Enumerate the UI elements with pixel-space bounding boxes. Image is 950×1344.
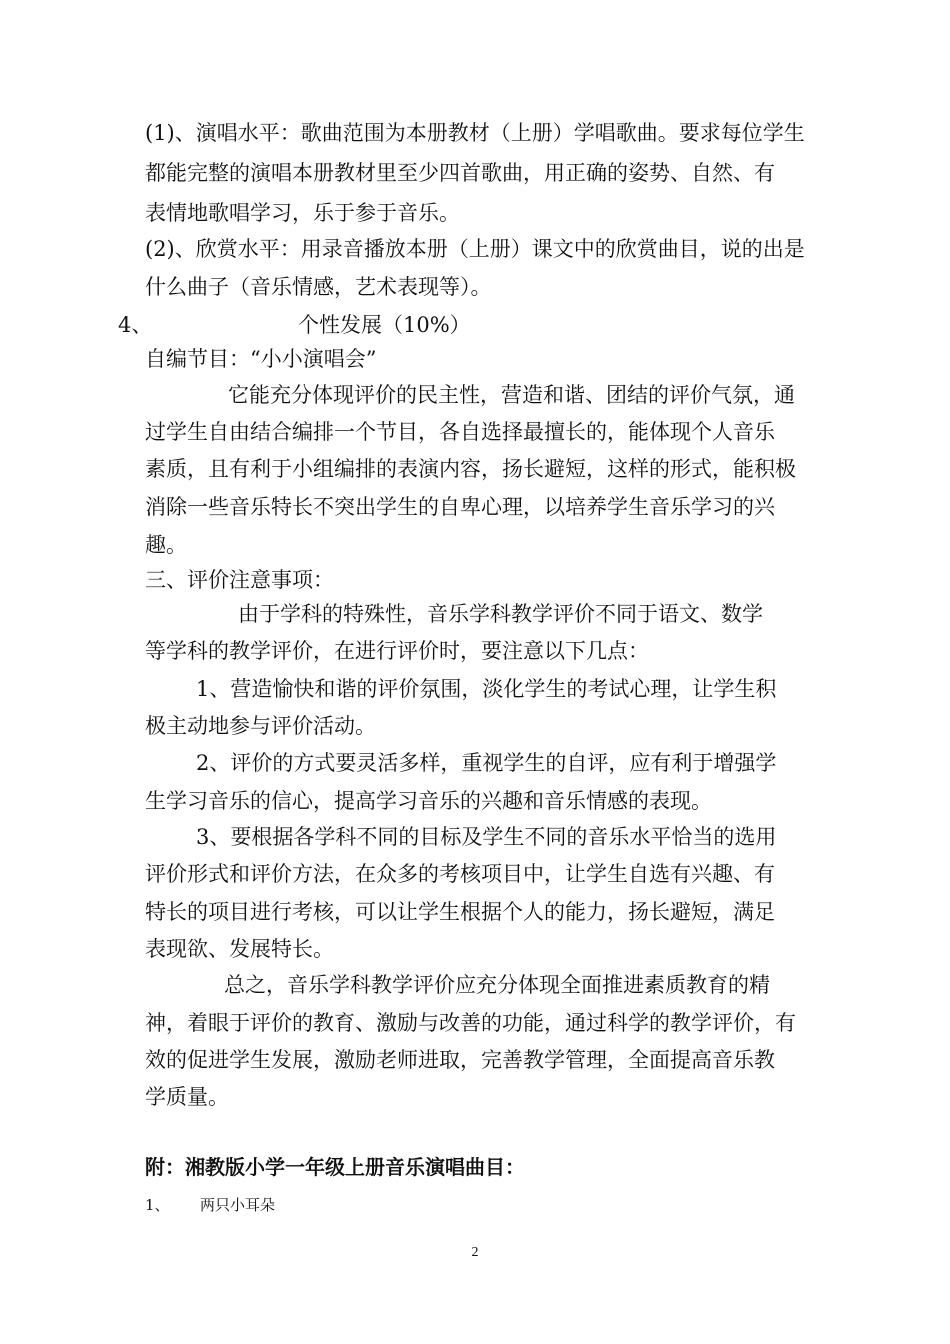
paragraph-line: 学质量。	[145, 1085, 229, 1109]
paragraph-line: 过学生自由结合编排一个节目，各自选择最擅长的，能体现个人音乐	[145, 420, 775, 444]
paragraph-line: 等学科的教学评价，在进行评价时，要注意以下几点：	[145, 639, 649, 663]
paragraph-line: 2、评价的方式要灵活多样，重视学生的自评，应有利于增强学	[196, 751, 777, 775]
paragraph-line: 都能完整的演唱本册教材里至少四首歌曲，用正确的姿势、自然、有	[145, 161, 775, 185]
paragraph-line: 趣。	[145, 533, 187, 557]
paragraph-line: 特长的项目进行考核，可以让学生根据个人的能力，扬长避短，满足	[145, 900, 775, 924]
paragraph-line: (2)、欣赏水平：用录音播放本册（上册）课文中的欣赏曲目，说的出是	[145, 237, 805, 261]
paragraph-line: 评价形式和评价方法，在众多的考核项目中，让学生自选有兴趣、有	[145, 862, 775, 886]
paragraph-line: 由于学科的特殊性，音乐学科教学评价不同于语文、数学	[238, 602, 763, 626]
paragraph-line: 神，着眼于评价的教育、激励与改善的功能，通过科学的教学评价，有	[145, 1011, 796, 1035]
paragraph-line: 生学习音乐的信心，提高学习音乐的兴趣和音乐情感的表现。	[145, 789, 712, 813]
paragraph-line: 总之，音乐学科教学评价应充分体现全面推进素质教育的精	[224, 973, 770, 997]
paragraph-line: (1)、演唱水平：歌曲范围为本册教材（上册）学唱歌曲。要求每位学生	[145, 121, 805, 145]
paragraph-line: 素质，且有利于小组编排的表演内容，扬长避短，这样的形式，能积极	[145, 457, 796, 481]
appendix-heading: 附：湘教版小学一年级上册音乐演唱曲目：	[145, 1155, 525, 1179]
section-heading: 三、评价注意事项：	[145, 568, 334, 592]
paragraph-line: 极主动地参与评价活动。	[145, 714, 376, 738]
paragraph-line: 什么曲子（音乐情感，艺术表现等）。	[145, 275, 492, 299]
appendix-item-number: 1、	[145, 1196, 170, 1214]
paragraph-line: 它能充分体现评价的民主性，营造和谐、团结的评价气氛，通	[228, 383, 795, 407]
section-heading: 个性发展（10%）	[298, 313, 471, 337]
paragraph-line: 1、营造愉快和谐的评价氛围，淡化学生的考试心理，让学生积	[196, 677, 777, 701]
paragraph-line: 表情地歌唱学习，乐于参于音乐。	[145, 201, 460, 225]
appendix-item-title: 两只小耳朵	[200, 1196, 276, 1214]
paragraph-line: 表现欲、发展特长。	[145, 937, 334, 961]
list-number: 4、	[118, 313, 153, 337]
paragraph-line: 自编节目：“小小演唱会”	[145, 347, 377, 371]
paragraph-line: 消除一些音乐特长不突出学生的自卑心理，以培养学生音乐学习的兴	[145, 495, 775, 519]
page-number: 2	[471, 1245, 479, 1260]
paragraph-line: 效的促进学生发展，激励老师进取，完善教学管理，全面提高音乐教	[145, 1048, 775, 1072]
paragraph-line: 3、要根据各学科不同的目标及学生不同的音乐水平恰当的选用	[196, 825, 777, 849]
